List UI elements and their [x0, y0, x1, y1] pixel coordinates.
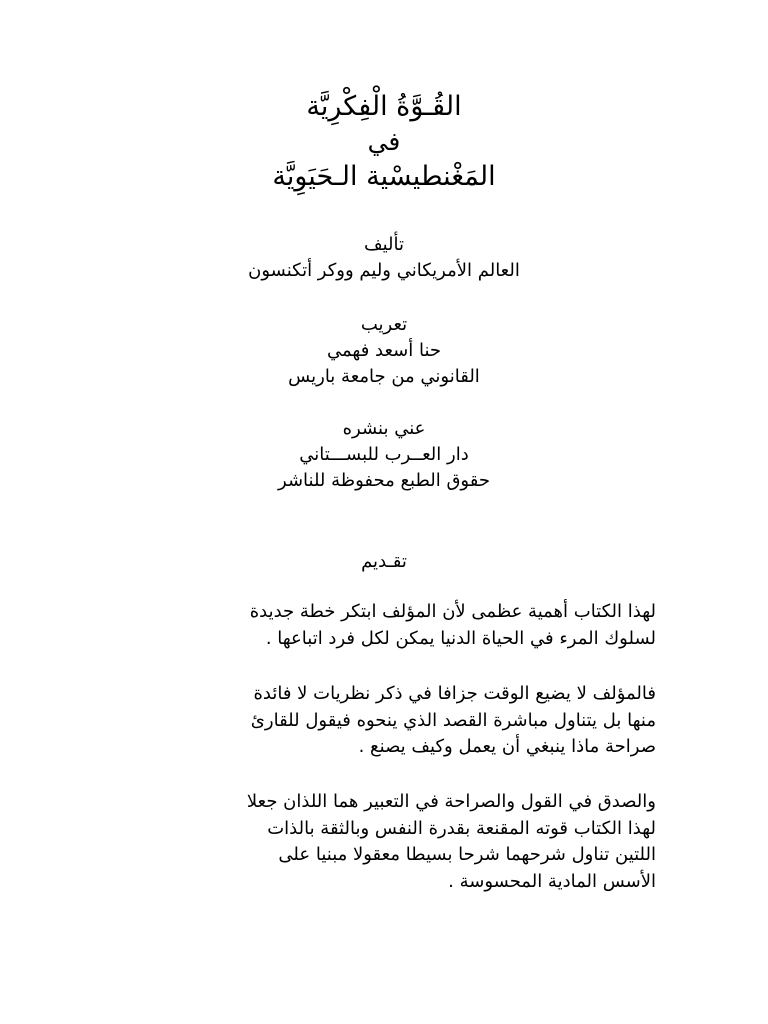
- title-line-3: المَغْنطيسْية الـحَيَوِيَّة: [272, 161, 496, 192]
- paragraph-line: لسلوك المرء في الحياة الدنيا يمكن لكل فرد اتباعها .: [265, 627, 656, 649]
- publisher-section: [0, 416, 768, 494]
- paragraph-line: الأسس المادية المحسوسة .: [448, 870, 656, 892]
- paragraph-line: صراحة ماذا ينبغي أن يعمل وكيف يصنع .: [358, 736, 656, 757]
- introduction-heading: تقـديم: [361, 551, 407, 572]
- publisher-name: دار العــرب للبســـتاني: [299, 444, 469, 465]
- paragraph-line: لهذا الكتاب قوته المقنعة بقدرة النفس وبالثقة بالذات: [267, 817, 656, 839]
- title-line-1: القُـوَّةُ الْفِكْرِيَّة: [306, 91, 462, 122]
- intro-paragraph: [114, 681, 656, 761]
- rights-notice: حقوق الطبع محفوظة للناشر: [278, 470, 490, 491]
- paragraph-line: والصدق في القول والصراحة في التعبير هما اللذان جعلا: [246, 791, 656, 812]
- translator-name: حنا أسعد فهمي: [326, 340, 441, 361]
- paragraph-line: منها بل يتناول مباشرة القصد الذي ينحوه فيقول للقارئ: [250, 709, 656, 731]
- intro-paragraph: [114, 599, 656, 652]
- translator-credential: القانوني من جامعة باريس: [288, 366, 480, 387]
- author-section: [0, 232, 768, 284]
- translator-section: [0, 312, 768, 390]
- publisher-label: عني بنشره: [342, 418, 426, 439]
- author-name: العالم الأمريكاني وليم ووكر أتكنسون: [248, 260, 520, 281]
- paragraph-line: اللتين تناول شرحهما شرحا بسيطا معقولا مبنيا على: [278, 844, 656, 865]
- author-label: تأليف: [363, 234, 405, 255]
- translator-label: تعريب: [360, 314, 408, 335]
- book-title: [0, 88, 768, 196]
- paragraph-line: لهذا الكتاب أهمية عظمى لأن المؤلف ابتكر خطة جديدة: [249, 601, 656, 622]
- intro-paragraph: [114, 789, 656, 895]
- paragraph-line: فالمؤلف لا يضيع الوقت جزافا في ذكر نظريات لا فائدة: [253, 683, 656, 704]
- title-line-2: في: [367, 127, 401, 156]
